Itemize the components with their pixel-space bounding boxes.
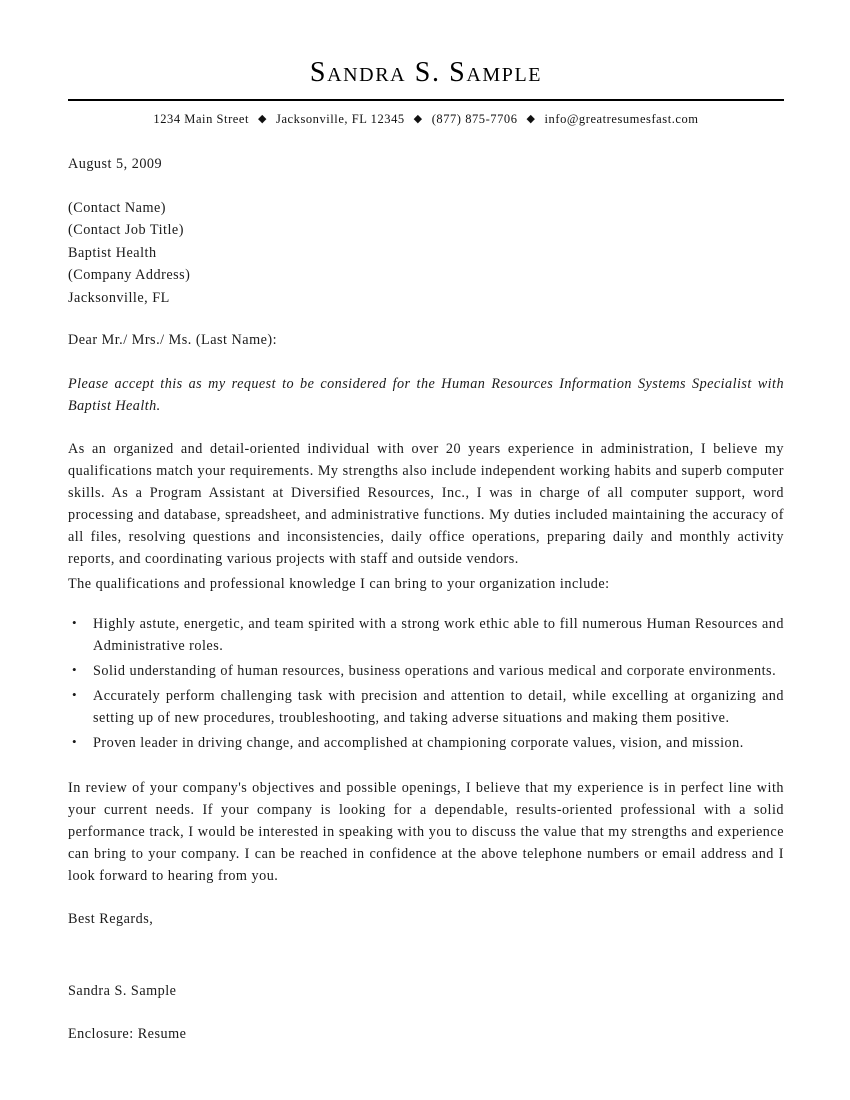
letterhead	[68, 0, 784, 127]
qualifications-list	[68, 613, 784, 755]
recipient-line: (Contact Name)	[68, 199, 166, 216]
round-bullet-icon: •	[72, 614, 78, 630]
round-bullet-icon: •	[72, 734, 78, 750]
contact-info-line	[68, 112, 784, 127]
round-bullet-icon: •	[72, 661, 78, 677]
list-item	[68, 660, 784, 682]
closing-paragraph: In review of your company's objectives and possible openings, I believe that my experience is in perfect line with your current needs. If your company is looking for a dependable, results-oriented professional with a solid performance track, I would be interested in speaking with you to discuss the value that my strengths and experience can bring to your company. I can be reached in confidence at the above telephone numbers or email address and I look forward to hearing from you.	[68, 779, 784, 885]
recipient-line: Jacksonville, FL	[68, 289, 170, 306]
recipient-line: Baptist Health	[68, 244, 157, 261]
contact-phone: (877) 875-7706	[431, 112, 518, 127]
diamond-bullet-icon: ◆	[413, 113, 423, 126]
list-item-text: Solid understanding of human resources, business operations and various medical and corporate environments.	[93, 662, 777, 679]
page-title: Sandra S. Sample	[309, 57, 543, 88]
sign-off: Best Regards,	[68, 911, 154, 928]
contact-email: info@greatresumesfast.com	[544, 112, 699, 127]
list-item	[68, 732, 784, 754]
letter-content	[68, 0, 784, 1045]
recipient-line: (Contact Job Title)	[68, 222, 184, 239]
salutation: Dear Mr./ Mrs./ Ms. (Last Name):	[68, 332, 278, 348]
body-paragraph-1: As an organized and detail-oriented individual with over 20 years experience in administration, I believe my qualifications match your requirements. My strengths also include independent working habits and superb computer skills. As a Program Assistant at Diversified Resources, Inc., I was in charge of all computer support, word processing and database, spreadsheet, and administrative functions. My duties included maintaining the accuracy of all files, resolving questions and inconsistencies, daily office operations, preparing daily and monthly activity reports, and coordinating various projects with staff and outside vendors.	[68, 440, 784, 568]
contact-city-state-zip: Jacksonville, FL 12345	[276, 112, 405, 127]
diamond-bullet-icon: ◆	[258, 113, 268, 126]
diamond-bullet-icon: ◆	[526, 113, 536, 126]
signature-name: Sandra S. Sample	[68, 982, 177, 999]
subject-paragraph: Please accept this as my request to be considered for the Human Resources Information Systems Specialist with Baptist Health.	[68, 375, 784, 414]
round-bullet-icon: •	[72, 687, 78, 703]
list-item-text: Accurately perform challenging task with precision and attention to detail, while excelling at organizing and setting up of new procedures, troubleshooting, and taking adverse situations and making them positive.	[93, 688, 784, 727]
header-divider	[68, 99, 784, 101]
recipient-line: (Company Address)	[68, 267, 191, 284]
list-item-text: Proven leader in driving change, and accomplished at championing corporate values, vision, and mission.	[93, 735, 744, 752]
contact-street: 1234 Main Street	[153, 112, 250, 127]
letter-body	[68, 154, 784, 1045]
list-intro-text: The qualifications and professional knowledge I can bring to your organization include:	[68, 575, 610, 592]
enclosure-note: Enclosure: Resume	[68, 1025, 187, 1042]
list-item	[68, 613, 784, 657]
list-item-text: Highly astute, energetic, and team spirited with a strong work ethic able to fill numerous Human Resources and Administrative roles.	[93, 615, 784, 654]
recipient-address-block	[68, 197, 784, 309]
letter-date: August 5, 2009	[68, 156, 163, 173]
list-item	[68, 685, 784, 729]
